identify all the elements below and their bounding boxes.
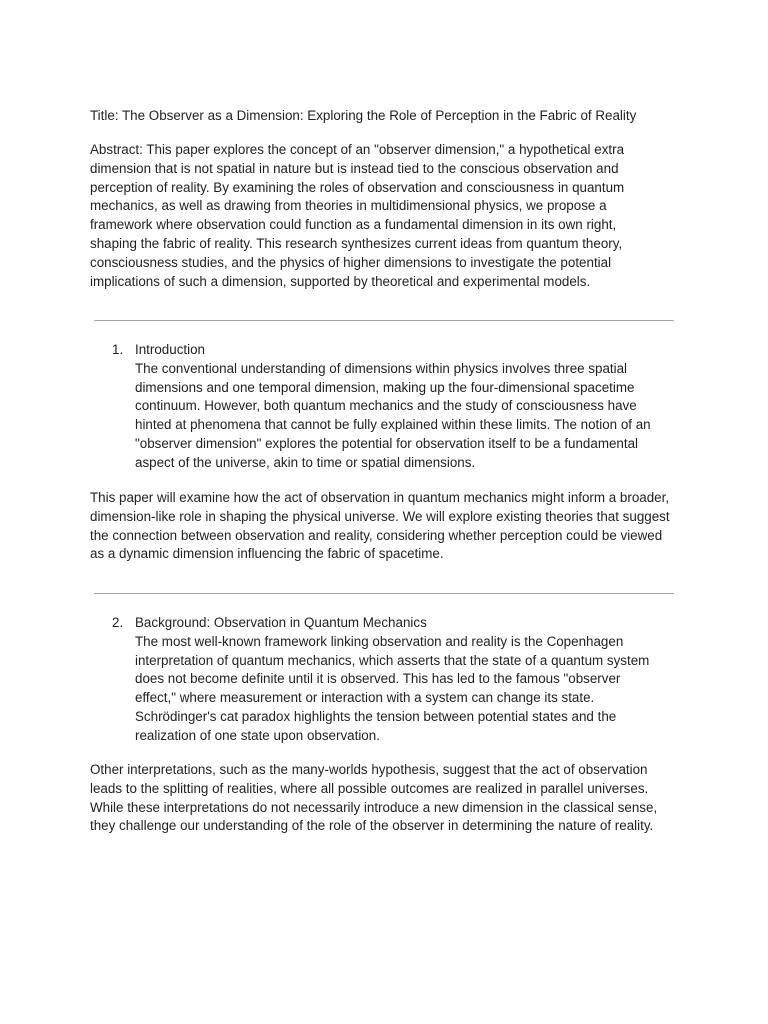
section-content [135,341,670,473]
section-heading: Background: Observation in Quantum Mechanics [135,615,427,630]
section-divider [94,320,674,321]
section-number: 2. [112,615,124,630]
abstract-paragraph: Abstract: This paper explores the concept of an "observer dimension," a hypothetical extra dimension that is not spatial in nature but is instead tied to the conscious observation and perception of reality. By examining the roles of observation and consciousness in quantum mechanics, as well as drawing from theories in multidimensional physics, we propose a framework where observation could function as a fundamental dimension in its own right, shaping the fabric of reality. This research synthesizes current ideas from quantum theory, consciousness studies, and the physics of higher dimensions to investigate the potential implications of such a dimension, supported by theoretical and experimental models. [90,142,625,289]
section-body-text: The most well-known framework linking observation and reality is the Copenhagen interpretation of quantum mechanics, which asserts that the state of a quantum system does not become definite until it is observed. This has led to the famous "observer effect," where measurement or interaction with a system can change its state. Schrödinger's cat paradox highlights the tension between potential states and the realization of one state upon observation. [135,633,650,743]
section-body-text: The conventional understanding of dimensions within physics involves three spatial dimensions and one temporal dimension, making up the four-dimensional spacetime continuum. However, both quantum mechanics and the study of consciousness have hinted at phenomena that cannot be fully explained within these limits. The notion of an "observer dimension" explores the potential for observation itself to be a fundamental aspect of the universe, akin to time or spatial dimensions. [135,360,651,470]
introduction-followup-paragraph: This paper will examine how the act of observation in quantum mechanics might inform a broader, dimension-like role in shaping the physical universe. We will explore existing theories that suggest the connection between observation and reality, considering whether perception could be viewed as a dynamic dimension influencing the fabric of spacetime. [90,490,670,562]
section-divider [94,593,674,594]
section-heading: Introduction [135,342,205,357]
section-content [135,614,650,746]
document-title: Title: The Observer as a Dimension: Exploring the Role of Perception in the Fabric of Reality [90,108,637,123]
section-number: 1. [112,342,124,357]
background-followup-paragraph: Other interpretations, such as the many-worlds hypothesis, suggest that the act of observation leads to the splitting of realities, where all possible outcomes are realized in parallel universes. While these interpretations do not necessarily introduce a new dimension in the classical sense, they challenge our understanding of the role of the observer in determining the nature of reality. [90,762,658,834]
